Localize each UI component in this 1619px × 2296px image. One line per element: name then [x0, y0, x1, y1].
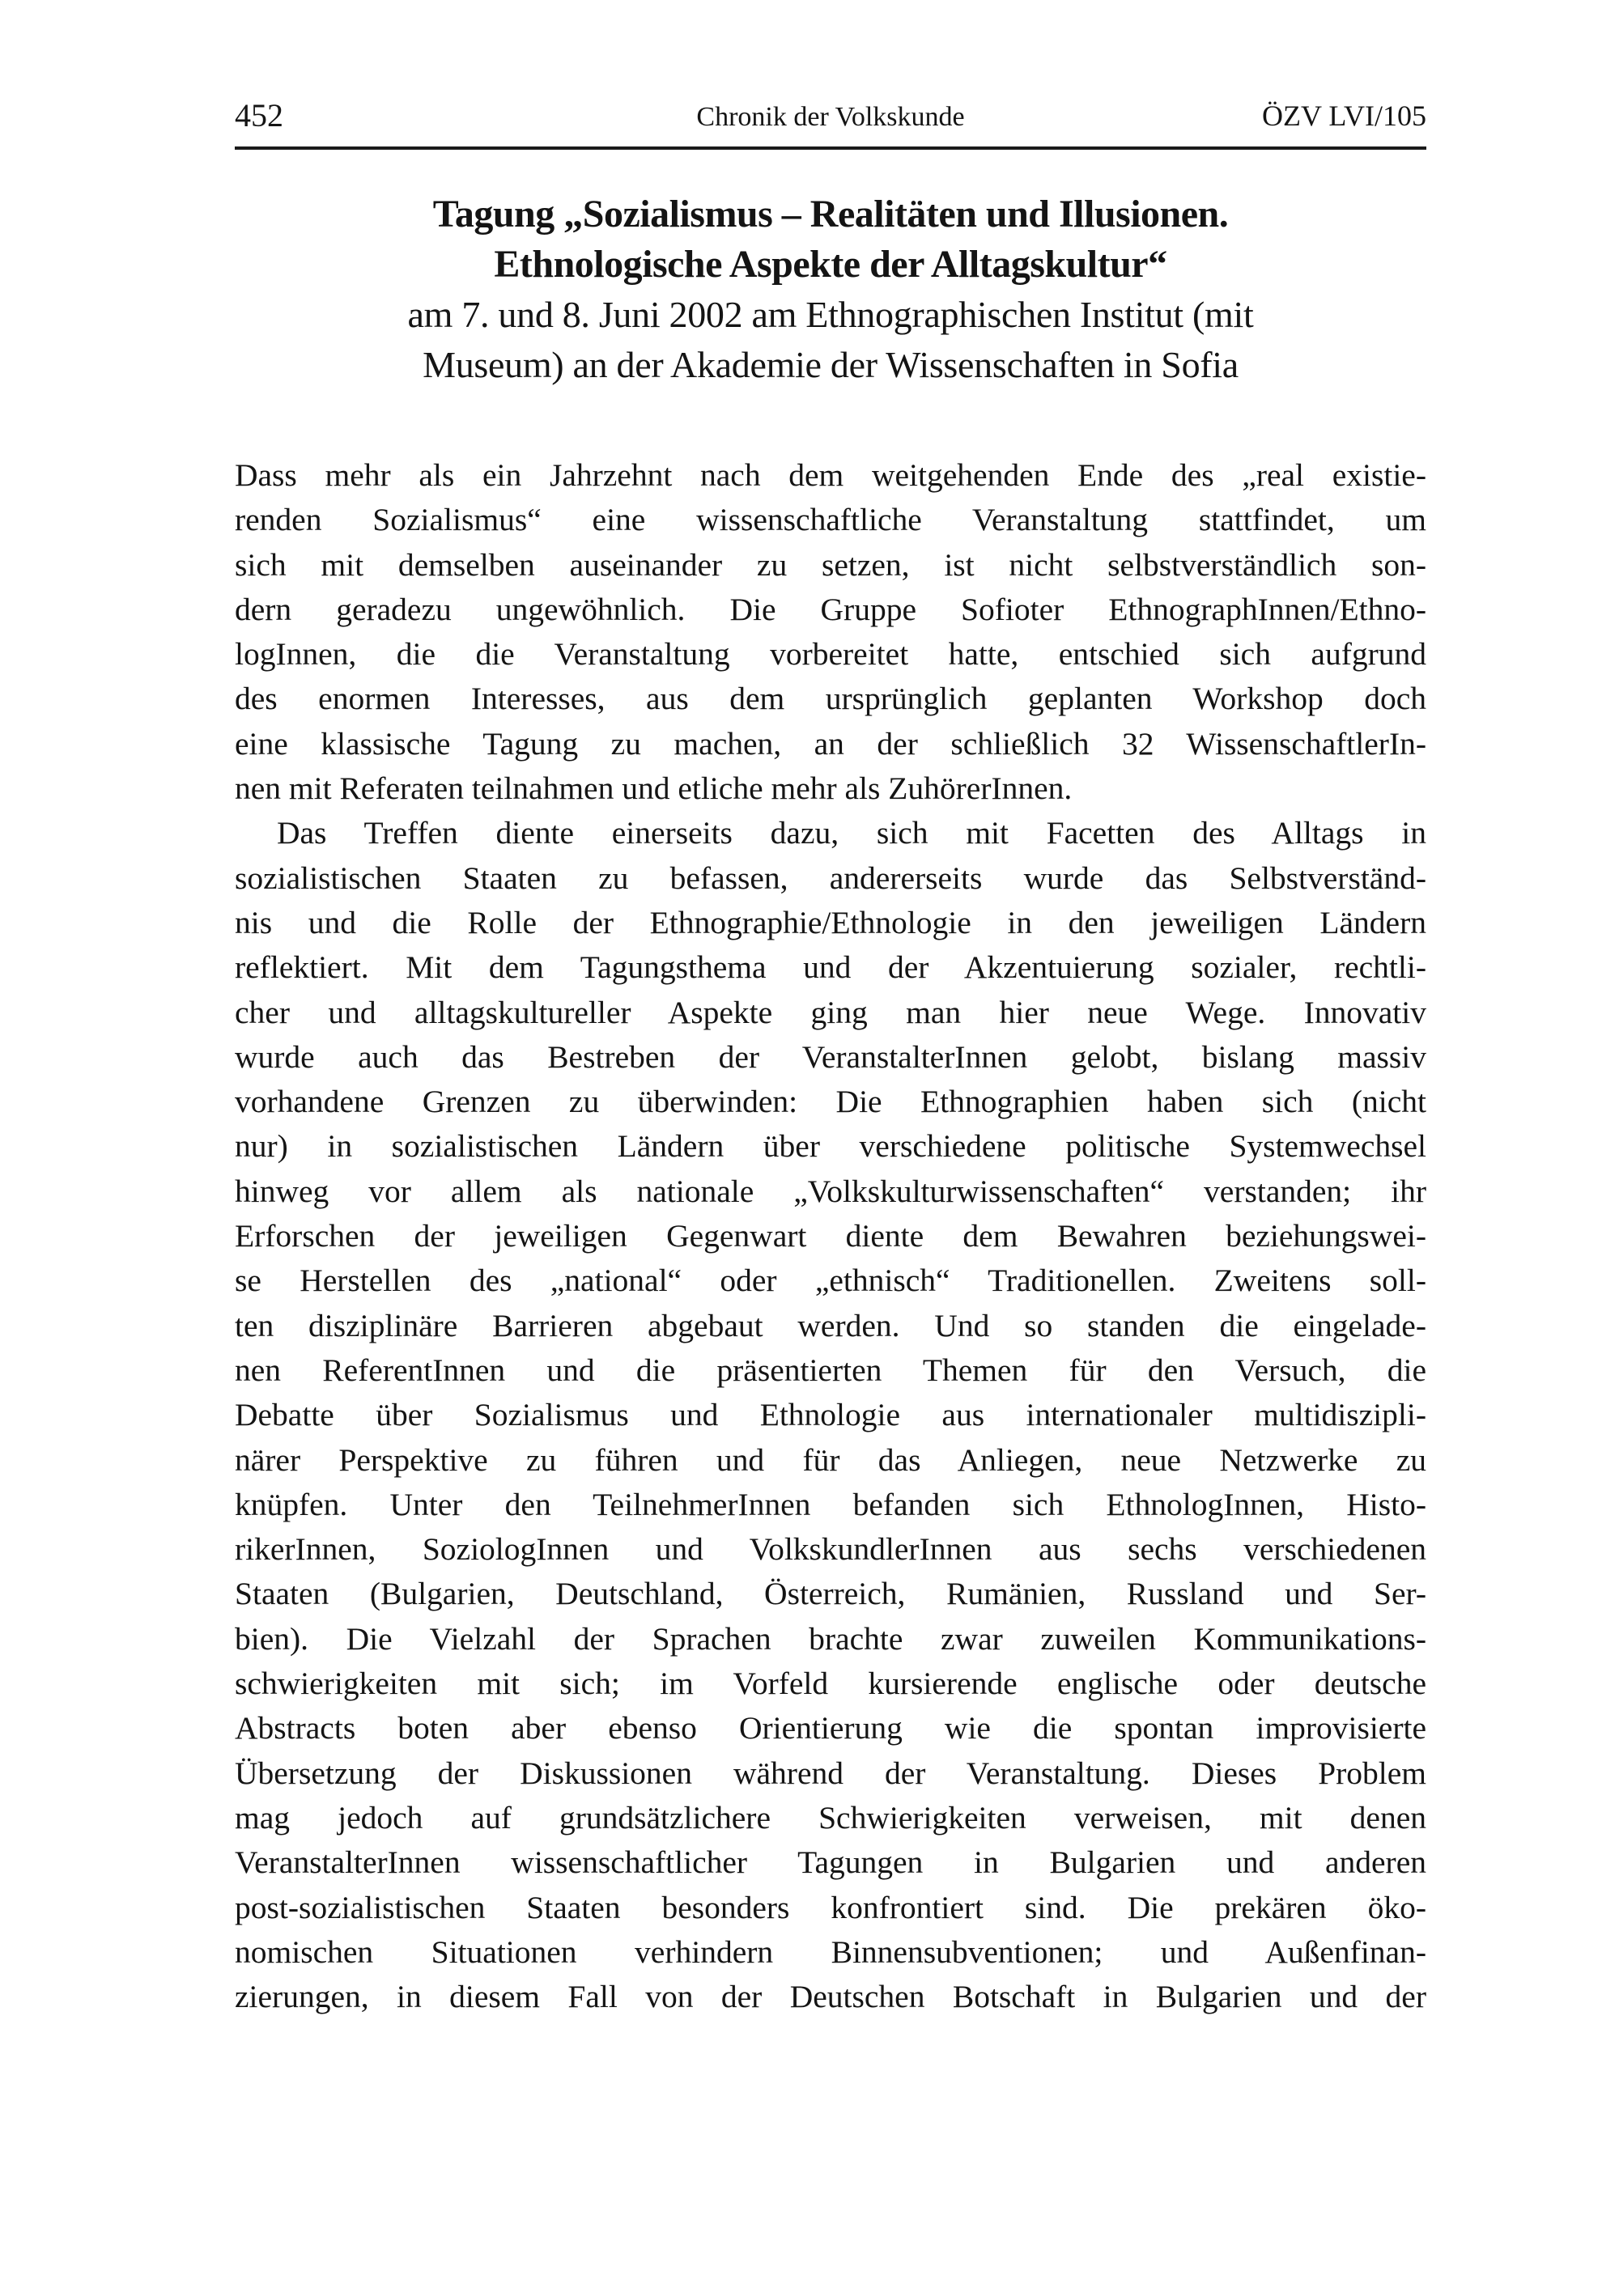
- paragraph-2: [235, 811, 1426, 2019]
- subtitle-line: Museum) an der Akademie der Wissenschaften in Sofia: [423, 344, 1239, 385]
- text-line: Übersetzung der Diskussionen während der Veranstaltung. Dieses Problem: [235, 1755, 1426, 1791]
- text-line: nen mit Referaten teilnahmen und etliche mehr als ZuhörerInnen.: [235, 770, 1073, 807]
- text-line: hinweg vor allem als nationale „Volkskulturwissenschaften“ verstanden; ihr: [235, 1173, 1426, 1209]
- article-title: [235, 189, 1426, 390]
- text-line: vorhandene Grenzen zu überwinden: Die Ethnographien haben sich (nicht: [235, 1084, 1426, 1120]
- text-line: närer Perspektive zu führen und für das Anliegen, neue Netzwerke zu: [235, 1441, 1426, 1478]
- text-line: sozialistischen Staaten zu befassen, andererseits wurde das Selbstverständ-: [235, 859, 1426, 896]
- text-line: nis und die Rolle der Ethnographie/Ethnologie in den jeweiligen Ländern: [235, 904, 1426, 940]
- text-line: logInnen, die die Veranstaltung vorbereitet hatte, entschied sich aufgrund: [235, 636, 1426, 673]
- paragraph-1: [235, 453, 1426, 811]
- section-title: Chronik der Volkskunde: [696, 102, 965, 132]
- running-header: [235, 95, 1426, 136]
- text-line: mag jedoch auf grundsätzlichere Schwierigkeiten verweisen, mit denen: [235, 1799, 1426, 1836]
- text-line: post-sozialistischen Staaten besonders konfrontiert sind. Die prekären öko-: [235, 1889, 1426, 1925]
- article-body: [235, 453, 1426, 2019]
- journal-reference: ÖZV LVI/105: [1261, 100, 1426, 132]
- text-line: ten disziplinäre Barrieren abgebaut werden. Und so standen die eingelade-: [235, 1307, 1426, 1343]
- text-line: reflektiert. Mit dem Tagungsthema und der Akzentuierung sozialer, rechtli-: [235, 949, 1426, 986]
- text-line: zierungen, in diesem Fall von der Deutschen Botschaft in Bulgarien und der: [235, 1979, 1426, 2015]
- title-line: Tagung „Sozialismus – Realitäten und Illusionen.: [432, 193, 1229, 236]
- text-line: Erforschen der jeweiligen Gegenwart diente dem Bewahren beziehungswei-: [235, 1218, 1426, 1254]
- text-line: nen ReferentInnen und die präsentierten Themen für den Versuch, die: [235, 1352, 1426, 1388]
- text-line: wurde auch das Bestreben der VeranstalterInnen gelobt, bislang massiv: [235, 1038, 1426, 1075]
- text-line: nomischen Situationen verhindern Binnensubventionen; und Außenfinan-: [235, 1933, 1426, 1970]
- text-line: nur) in sozialistischen Ländern über verschiedene politische Systemwechsel: [235, 1128, 1426, 1165]
- text-line: Abstracts boten aber ebenso Orientierung wie die spontan improvisierte: [235, 1710, 1426, 1746]
- text-line: Debatte über Sozialismus und Ethnologie aus internationaler multidiszipli-: [235, 1397, 1426, 1433]
- text-line: knüpfen. Unter den TeilnehmerInnen befanden sich EthnologInnen, Histo-: [235, 1486, 1426, 1522]
- subtitle-line: am 7. und 8. Juni 2002 am Ethnographischen Institut (mit: [407, 294, 1254, 335]
- title-line: Ethnologische Aspekte der Alltagskultur“: [494, 243, 1167, 286]
- text-line: eine klassische Tagung zu machen, an der schließlich 32 WissenschaftlerIn-: [235, 725, 1426, 762]
- text-line: dern geradezu ungewöhnlich. Die Gruppe Sofioter EthnographInnen/Ethno-: [235, 591, 1426, 627]
- text-line: Staaten (Bulgarien, Deutschland, Österreich, Rumänien, Russland und Ser-: [235, 1576, 1426, 1612]
- text-line: VeranstalterInnen wissenschaftlicher Tagungen in Bulgarien und anderen: [235, 1844, 1426, 1881]
- text-line: bien). Die Vielzahl der Sprachen brachte zwar zuweilen Kommunikations-: [235, 1620, 1426, 1657]
- text-line: se Herstellen des „national“ oder „ethnisch“ Traditionellen. Zweitens soll-: [235, 1263, 1426, 1299]
- text-line: renden Sozialismus“ eine wissenschaftliche Veranstaltung stattfindet, um: [235, 502, 1426, 538]
- text-line: sich mit demselben auseinander zu setzen, ist nicht selbstverständlich son-: [235, 546, 1426, 583]
- header-rule: [235, 146, 1426, 150]
- text-line: schwierigkeiten mit sich; im Vorfeld kursierende englische oder deutsche: [235, 1666, 1426, 1702]
- text-line: Das Treffen diente einerseits dazu, sich mit Facetten des Alltags in: [277, 815, 1426, 851]
- text-line: cher und alltagskultureller Aspekte ging man hier neue Wege. Innovativ: [235, 994, 1426, 1030]
- text-line: rikerInnen, SoziologInnen und VolkskundlerInnen aus sechs verschiedenen: [235, 1531, 1426, 1568]
- page-number: 452: [235, 97, 283, 134]
- text-line: Dass mehr als ein Jahrzehnt nach dem weitgehenden Ende des „real existie-: [235, 457, 1426, 493]
- text-line: des enormen Interesses, aus dem ursprünglich geplanten Workshop doch: [235, 681, 1426, 717]
